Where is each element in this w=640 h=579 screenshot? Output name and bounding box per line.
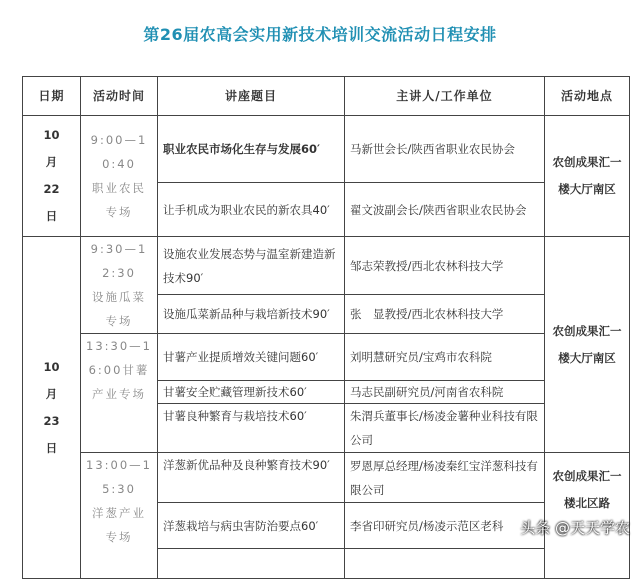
speaker-cell: 张 显教授/西北农林科技大学: [345, 295, 545, 334]
time-line: 5:30: [102, 482, 136, 496]
topic-cell: 洋葱新优品种及良种繁育技术90′: [158, 453, 345, 503]
time-line: 13:30—1: [86, 339, 152, 353]
speaker-cell: 马新世会长/陕西省职业农民协会: [345, 116, 545, 183]
time-cell: [81, 116, 158, 237]
watermark: 头条 @天天学农: [520, 519, 630, 537]
time-line: 6:00甘薯: [88, 363, 150, 377]
speaker-cell: 翟文波副会长/陕西省职业农民协会: [345, 183, 545, 237]
header-topic: 讲座题目: [158, 77, 345, 116]
speaker-cell: 马志民副研究员/河南省农科院: [345, 381, 545, 404]
location-cell: 农创成果汇一楼大厅南区: [545, 116, 630, 237]
time-line: 专场: [105, 205, 133, 219]
date-part: 月: [45, 386, 58, 401]
topic-cell: 职业农民市场化生存与发展60′: [158, 116, 345, 183]
date-part: 22: [43, 182, 60, 196]
topic-cell: 甘薯良种繁育与栽培技术60′: [158, 404, 345, 453]
speaker-cell: 邹志荣教授/西北农林科技大学: [345, 237, 545, 295]
topic-cell: 让手机成为职业农民的新农具40′: [158, 183, 345, 237]
table-row: [23, 453, 630, 503]
header-time: 活动时间: [81, 77, 158, 116]
time-line: 9:00—1: [90, 133, 148, 147]
speaker-cell: 罗恩厚总经理/杨凌秦红宝洋葱科技有限公司: [345, 453, 545, 503]
time-line: 2:30: [102, 266, 136, 280]
speaker-cell: 朱渭兵董事长/杨凌金薯种业科技有限公司: [345, 404, 545, 453]
location-cell: 农创成果汇一楼大厅南区: [545, 237, 630, 453]
topic-cell: 甘薯安全贮藏管理新技术60′: [158, 381, 345, 404]
table-row: [23, 334, 630, 381]
time-cell: [81, 237, 158, 334]
date-part: 10: [43, 128, 60, 142]
header-date: 日期: [23, 77, 81, 116]
topic-cell: 甘薯产业提质增效关键问题60′: [158, 334, 345, 381]
date-part: 日: [45, 440, 58, 455]
date-part: 23: [43, 413, 60, 428]
time-line: 设施瓜菜: [92, 290, 146, 304]
time-line: 职业农民: [92, 181, 146, 195]
time-line: 专场: [105, 314, 133, 328]
date-cell: [23, 237, 81, 579]
page-title: 第26届农高会实用新技术培训交流活动日程安排: [143, 25, 497, 44]
topic-cell: [158, 549, 345, 579]
time-line: 13:00—1: [86, 458, 152, 472]
speaker-cell: 刘明慧研究员/宝鸡市农科院: [345, 334, 545, 381]
speaker-cell: [345, 549, 545, 579]
time-line: 9:30—1: [90, 242, 148, 256]
header-speaker: 主讲人/工作单位: [345, 77, 545, 116]
table-row: [23, 116, 630, 183]
topic-cell: 洋葱栽培与病虫害防治要点60′: [158, 503, 345, 549]
time-line: 0:40: [102, 157, 136, 171]
location-cell: 农创成果汇一楼北区路: [545, 453, 630, 579]
date-cell: [23, 116, 81, 237]
table-header-row: [23, 77, 630, 116]
header-location: 活动地点: [545, 77, 630, 116]
topic-cell: 设施瓜菜新品种与栽培新技术90′: [158, 295, 345, 334]
time-cell: [81, 453, 158, 579]
time-cell: [81, 334, 158, 453]
date-part: 月: [45, 155, 58, 169]
topic-cell: 设施农业发展态势与温室新建造新技术90′: [158, 237, 345, 295]
speaker-cell: 李省印研究员/杨凌示范区老科: [345, 503, 545, 549]
table-row: [23, 237, 630, 295]
date-part: 10: [43, 359, 60, 374]
time-line: 产业专场: [92, 387, 146, 401]
time-line: 专场: [105, 530, 133, 544]
schedule-table: [22, 76, 630, 579]
time-line: 洋葱产业: [92, 506, 146, 520]
date-part: 日: [45, 209, 58, 223]
